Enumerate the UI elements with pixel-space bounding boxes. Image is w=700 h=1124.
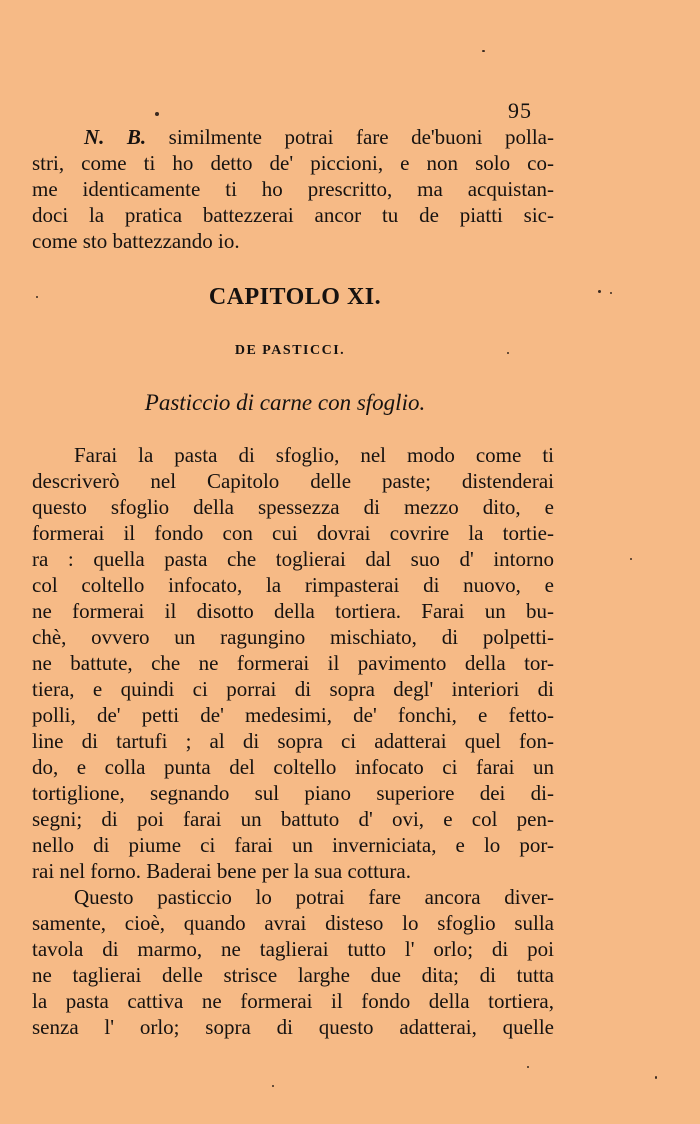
scan-speck [272,1085,274,1087]
scan-speck [36,296,38,298]
note-line: me identicamente ti ho prescritto, ma acquistan- [32,177,554,201]
body-line: segni; di poi farai un battuto d' ovi, e col pen- [32,807,554,831]
body-line: descriverò nel Capitolo delle paste; distenderai [32,469,554,493]
body-line: chè, ovvero un ragungino mischiato, di polpetti- [32,625,554,649]
body-line: do, e colla punta del coltello infocato ci farai un [32,755,554,779]
scan-speck [527,1066,529,1068]
body-line: nello di piume ci farai un inverniciata, e lo por- [32,833,554,857]
note-paragraph [32,124,554,254]
body-line: line di tartufi ; al di sopra ci adatterai quel fon- [32,729,554,753]
body-line: ra : quella pasta che toglierai dal suo d' intorno [32,547,554,571]
scan-speck [507,352,509,354]
body-line: ne taglierai delle strisce larghe due dita; di tutta [32,963,554,987]
note-line: stri, come ti ho detto de' piccioni, e non solo co- [32,151,554,175]
note-line: doci la pratica battezzerai ancor tu de piatti sic- [32,203,554,227]
body-line: la pasta cattiva ne formerai il fondo della tortiera, [32,989,554,1013]
body-line: questo sfoglio della spessezza di mezzo dito, e [32,495,554,519]
body-line: tavola di marmo, ne taglierai tutto l' orlo; di poi [32,937,554,961]
body-line: tiera, e quindi ci porrai di sopra degl' interiori di [32,677,554,701]
scan-speck [598,290,601,293]
recipe-title: Pasticcio di carne con sfoglio. [144,390,426,415]
body-line: senza l' orlo; sopra di questo adatterai, quelle [32,1015,554,1039]
scan-speck [610,292,612,294]
body-line: ne battute, che ne formerai il pavimento della tor- [32,651,554,675]
nota-bene-marker: N. B. [84,125,147,149]
note-line: come sto battezzando io. [32,229,240,253]
body-line: formerai il fondo con cui dovrai covrire la tortie- [32,521,554,545]
scan-speck [630,558,632,560]
body-line: samente, cioè, quando avrai disteso lo sfoglio sulla [32,911,554,935]
body-line: tortiglione, segnando sul piano superiore dei di- [32,781,554,805]
body-line: Farai la pasta di sfoglio, nel modo come ti [74,443,554,467]
scan-speck [655,1076,657,1079]
body-line: Questo pasticcio lo potrai fare ancora diver- [74,885,554,909]
body-line: polli, de' petti de' medesimi, de' fonchi, e fetto- [32,703,554,727]
page-number: 95 [508,98,532,123]
chapter-title: CAPITOLO XI. [208,284,382,310]
body-line: rai nel forno. Baderai bene per la sua cottura. [32,859,411,883]
body-text [32,442,554,1040]
scan-speck [155,112,159,116]
note-line: N. B. similmente potrai fare de'buoni polla- [84,125,554,149]
section-title: DE PASTICCI. [234,343,346,358]
body-line: col coltello infocato, la rimpasterai di nuovo, e [32,573,554,597]
scan-speck [482,50,485,52]
body-line: ne formerai il disotto della tortiera. Farai un bu- [32,599,554,623]
